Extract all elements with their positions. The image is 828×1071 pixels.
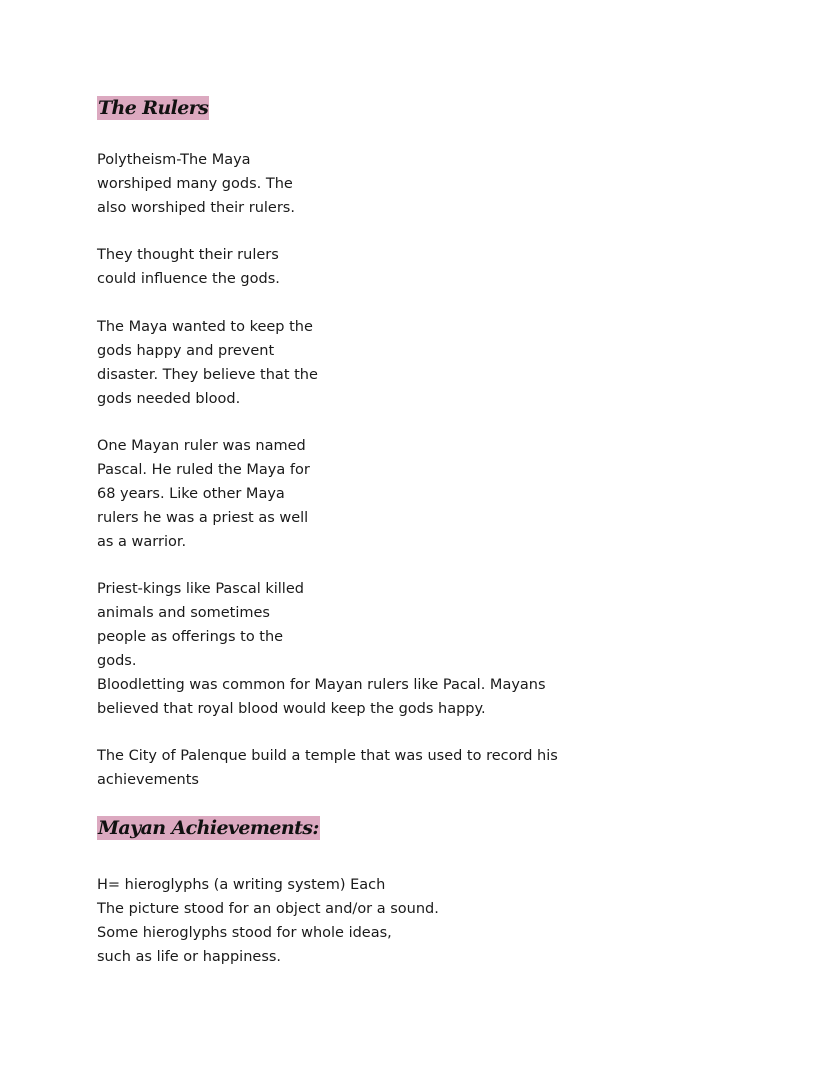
paragraph-line: such as life or happiness.: [97, 949, 282, 965]
paragraph-line: as a warrior.: [97, 534, 187, 550]
paragraph-line: The picture stood for an object and/or a sound.: [97, 901, 439, 917]
paragraph-line: Pascal. He ruled the Maya for: [97, 462, 310, 478]
paragraph-line: H= hieroglyphs (a writing system) Each: [97, 877, 386, 893]
paragraph-line: animals and sometimes: [97, 605, 270, 621]
paragraph-line: gods needed blood.: [97, 391, 241, 407]
paragraph-line: disaster. They believe that the: [97, 367, 318, 383]
paragraph-line: gods happy and prevent: [97, 343, 275, 359]
paragraph-line: rulers he was a priest as well: [97, 510, 309, 526]
paragraph-line: believed that royal blood would keep the gods happy.: [97, 701, 486, 717]
paragraph-line: One Mayan ruler was named: [97, 438, 306, 454]
paragraph-line: people as offerings to the: [97, 629, 284, 645]
paragraph-line: Priest-kings like Pascal killed: [97, 581, 304, 597]
paragraph-line: also worshiped their rulers.: [97, 200, 295, 216]
paragraph-line: Bloodletting was common for Mayan rulers like Pacal. Mayans: [97, 677, 546, 693]
paragraph-line: gods.: [97, 653, 137, 669]
paragraph-line: The Maya wanted to keep the: [97, 319, 313, 335]
paragraph-line: achievements: [97, 772, 199, 788]
section-heading-achievements: Mayan Achievements:: [98, 817, 319, 839]
paragraph-line: worshiped many gods. The: [97, 176, 293, 192]
paragraph-line: They thought their rulers: [97, 247, 279, 263]
paragraph-line: Polytheism-The Maya: [97, 152, 251, 168]
paragraph-line: The City of Palenque build a temple that was used to record his: [97, 748, 558, 764]
section-heading-rulers: The Rulers: [98, 97, 209, 119]
paragraph-line: could influence the gods.: [97, 271, 280, 287]
paragraph-line: Some hieroglyphs stood for whole ideas,: [97, 925, 392, 941]
paragraph-line: 68 years. Like other Maya: [97, 486, 285, 502]
